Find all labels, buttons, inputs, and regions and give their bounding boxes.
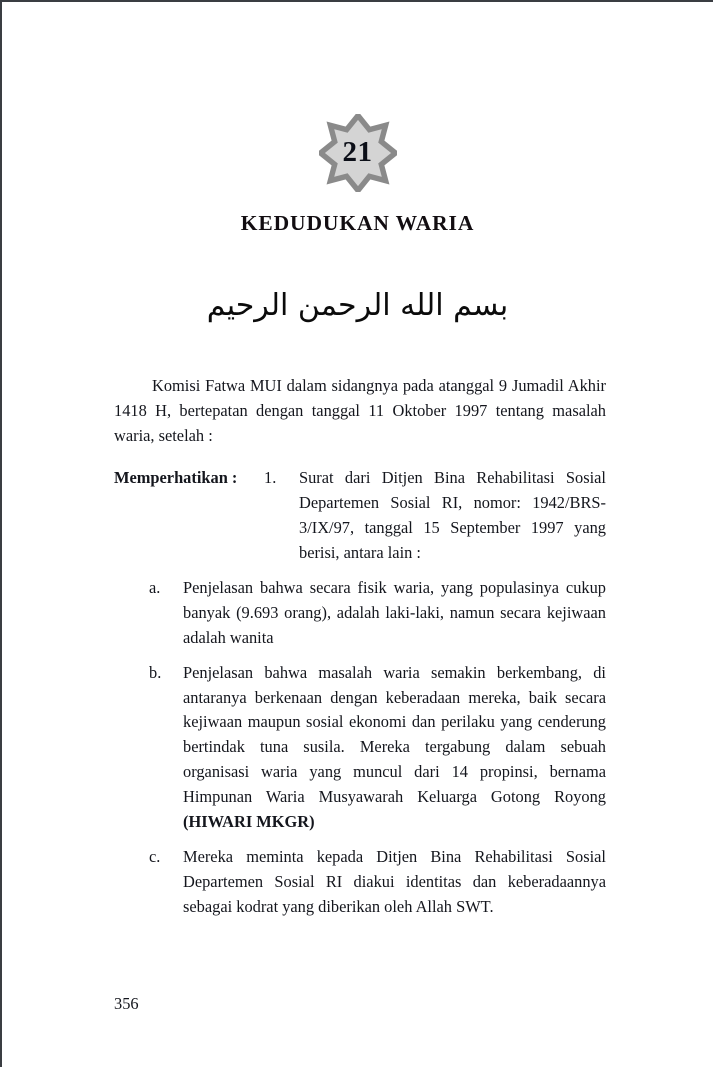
page-number: 356 <box>114 994 139 1013</box>
page-title: KEDUDUKAN WARIA <box>240 211 475 235</box>
considerations-label: Memperhatikan : <box>114 468 238 487</box>
list-item <box>149 845 606 920</box>
subitem-text-body: Penjelasan bahwa masalah waria semakin berkembang, di antaranya berkenaan dengan keberadaan mereka, baik secara kejiwaan maupun sosial ekonomi dan perilaku yang cenderung bertindak tuna susila. Mereka tergabung dalam sebuah organisasi waria yang muncul dari 14 propinsi, bernama Himpunan Waria Musyawarah Keluarga Gotong Royong <box>183 662 606 807</box>
list-item <box>149 576 606 651</box>
chapter-badge-container <box>2 114 713 192</box>
subitem-marker: b. <box>149 662 162 682</box>
intro-block <box>114 374 606 449</box>
subitem-marker: a. <box>149 577 161 597</box>
list-item <box>149 661 606 836</box>
subitem-marker: c. <box>149 847 161 867</box>
considerations-section <box>114 466 606 920</box>
item-text: Surat dari Ditjen Bina Rehabilitasi Sosial Departemen Sosial RI, nomor: 1942/BRS-3/IX/97, tanggal 15 September 1997 yang berisi, antara lain : <box>299 468 606 562</box>
item-marker: 1. <box>264 468 277 487</box>
basmala-text: بسم الله الرحمن الرحيم <box>206 288 509 323</box>
subitem-text: Mereka meminta kepada Ditjen Bina Rehabilitasi Sosial Departemen Sosial RI diakui identitas dan keberadaannya sebagai kodrat yang diberikan oleh Allah SWT. <box>183 847 606 916</box>
chapter-number: 21 <box>342 136 373 168</box>
subitem-text: Penjelasan bahwa secara fisik waria, yang populasinya cukup banyak (9.693 orang), adalah laki-laki, namun secara kejiwaan adalah wanita <box>183 577 606 647</box>
subitem-list <box>149 576 606 920</box>
intro-paragraph: Komisi Fatwa MUI dalam sidangnya pada atanggal 9 Jumadil Akhir 1418 H, bertepatan dengan tanggal 11 Oktober 1997 tentang masalah waria, setelah : <box>114 376 606 445</box>
subitem-text <box>183 661 606 836</box>
considerations-row <box>114 466 606 566</box>
subitem-text-emphasis: (HIWARI MKGR) <box>183 812 315 832</box>
chapter-badge <box>319 114 397 192</box>
